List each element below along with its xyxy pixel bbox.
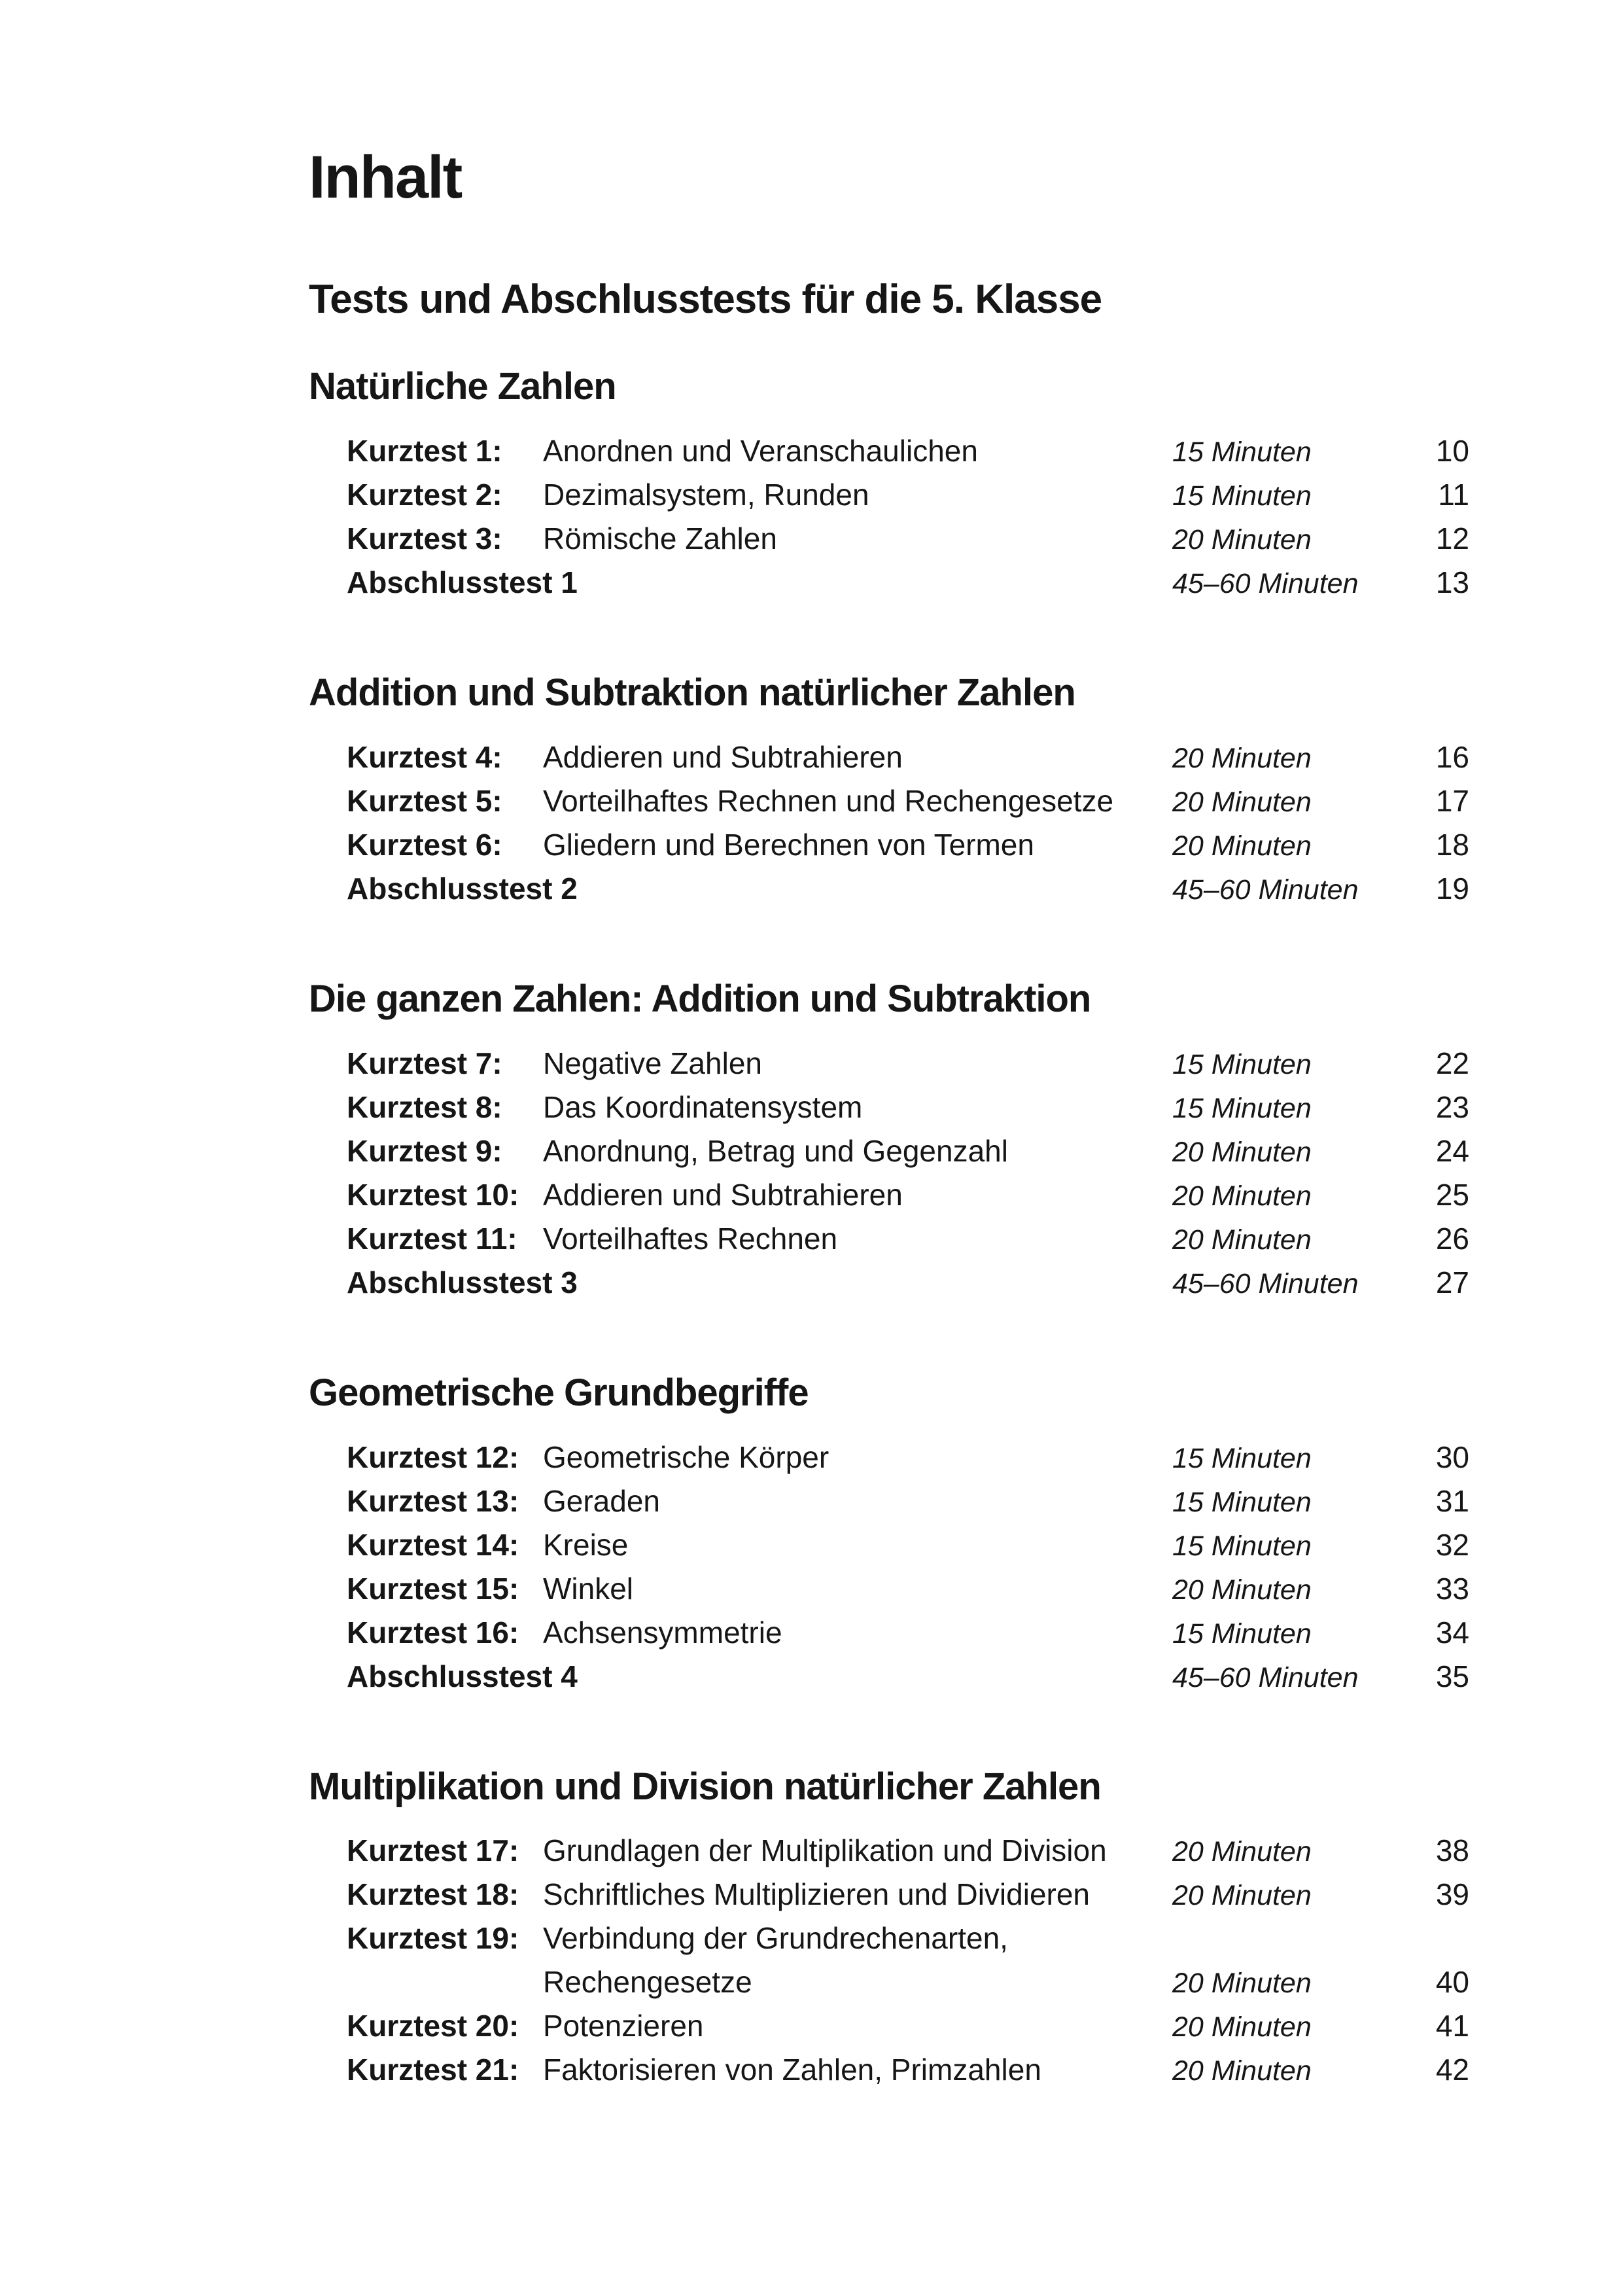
- test-title: Geometrische Körper: [543, 1439, 829, 1474]
- test-duration: 20 Minuten: [1172, 1968, 1312, 2000]
- test-page-number: 17: [1435, 783, 1469, 818]
- toc-row: [347, 1086, 1473, 1129]
- toc-row: [347, 1129, 1473, 1173]
- test-label: Abschlusstest 4: [347, 1659, 578, 1693]
- test-duration: 20 Minuten: [1172, 1136, 1312, 1168]
- test-duration: 20 Minuten: [1172, 742, 1312, 774]
- toc-row: [347, 473, 1473, 517]
- test-page-number: 34: [1435, 1615, 1469, 1650]
- test-label: Kurztest 20:: [347, 2009, 519, 2043]
- test-label: Kurztest 13:: [347, 1483, 519, 1518]
- section-rows: [347, 1436, 1473, 1699]
- test-duration: 45–60 Minuten: [1172, 874, 1359, 906]
- test-page-number: 33: [1435, 1571, 1469, 1606]
- toc-section: [309, 367, 1473, 605]
- toc-row: [347, 735, 1473, 779]
- test-label: Abschlusstest 3: [347, 1265, 578, 1299]
- test-page-number: 39: [1435, 1877, 1469, 1912]
- section-rows: [347, 735, 1473, 911]
- test-page-number: 12: [1435, 521, 1469, 556]
- test-page-number: 11: [1438, 477, 1469, 512]
- test-page-number: 24: [1435, 1133, 1469, 1168]
- test-page-number: 23: [1435, 1089, 1469, 1124]
- test-title: Das Koordinatensystem: [543, 1089, 863, 1124]
- test-label: Kurztest 11:: [347, 1221, 517, 1256]
- test-duration: 15 Minuten: [1172, 1530, 1312, 1562]
- toc-row: [347, 1217, 1473, 1261]
- test-label: Kurztest 19:: [347, 1921, 519, 1956]
- test-label: Kurztest 5:: [347, 783, 502, 818]
- test-page-number: 42: [1435, 2053, 1469, 2087]
- test-label: Kurztest 8:: [347, 1089, 502, 1124]
- test-duration: 20 Minuten: [1172, 1224, 1312, 1256]
- toc-row: [347, 429, 1473, 473]
- test-title: Potenzieren: [543, 2009, 704, 2043]
- toc-row: [347, 1873, 1473, 1916]
- toc-section: [309, 673, 1473, 911]
- test-label: Kurztest 18:: [347, 1877, 519, 1912]
- test-page-number: 13: [1435, 565, 1469, 599]
- test-duration: 20 Minuten: [1172, 523, 1312, 556]
- test-title: Vorteilhaftes Rechnen und Rechengesetze: [543, 783, 1114, 818]
- toc-row: [347, 1523, 1473, 1567]
- test-page-number: 19: [1435, 871, 1469, 906]
- toc-row: [347, 2048, 1473, 2092]
- test-duration: 15 Minuten: [1172, 1486, 1312, 1518]
- test-duration: 20 Minuten: [1172, 1180, 1312, 1212]
- section-rows: [347, 429, 1473, 605]
- test-title: Verbindung der Grundrechenarten,: [543, 1921, 1008, 1956]
- toc-row: [347, 1916, 1473, 1960]
- test-label: Kurztest 4:: [347, 739, 502, 774]
- test-page-number: 32: [1435, 1527, 1469, 1562]
- test-label: Kurztest 9:: [347, 1133, 502, 1168]
- test-title: Schriftliches Multiplizieren und Dividieren: [543, 1877, 1091, 1912]
- test-label: Kurztest 3:: [347, 521, 502, 556]
- test-label: Kurztest 21:: [347, 2053, 519, 2087]
- test-label: Kurztest 12:: [347, 1439, 519, 1474]
- toc-row: [347, 1567, 1473, 1611]
- test-duration: 20 Minuten: [1172, 1574, 1312, 1606]
- doc-subtitle: Tests und Abschlusstests für die 5. Klasse: [309, 277, 1102, 322]
- test-title: Addieren und Subtrahieren: [543, 1177, 903, 1212]
- toc-row: [347, 517, 1473, 561]
- test-duration: 15 Minuten: [1172, 1617, 1312, 1650]
- test-title: Geraden: [543, 1483, 661, 1518]
- test-page-number: 25: [1435, 1177, 1469, 1212]
- section-heading: Multiplikation und Division natürlicher Zahlen: [309, 1765, 1101, 1808]
- test-duration: 20 Minuten: [1172, 2011, 1312, 2043]
- test-page-number: 35: [1435, 1659, 1469, 1693]
- test-label: Kurztest 1:: [347, 433, 502, 468]
- toc-row: [347, 867, 1473, 911]
- toc-row: [347, 1042, 1473, 1086]
- test-page-number: 10: [1435, 433, 1469, 468]
- toc-row: [347, 1436, 1473, 1479]
- toc-section: [309, 977, 1473, 1305]
- sections-container: [309, 367, 1473, 2092]
- test-label: Kurztest 6:: [347, 827, 502, 862]
- toc-section: [309, 1373, 1473, 1699]
- test-label: Kurztest 14:: [347, 1527, 519, 1562]
- test-page-number: 40: [1435, 1965, 1469, 2000]
- test-label: Kurztest 17:: [347, 1833, 519, 1868]
- test-title: Rechengesetze: [543, 1965, 752, 2000]
- test-title: Winkel: [543, 1571, 634, 1606]
- toc-section: [309, 1767, 1473, 2093]
- test-page-number: 27: [1435, 1265, 1469, 1299]
- test-duration: 45–60 Minuten: [1172, 567, 1359, 599]
- test-duration: 15 Minuten: [1172, 480, 1312, 512]
- toc-row: [347, 1655, 1473, 1699]
- toc-row: [347, 561, 1473, 605]
- test-page-number: 26: [1435, 1221, 1469, 1256]
- test-title: Achsensymmetrie: [543, 1615, 782, 1650]
- page-title: Inhalt: [309, 144, 462, 211]
- toc-row: [347, 823, 1473, 867]
- test-title: Anordnen und Veranschaulichen: [543, 433, 978, 468]
- toc-row: [347, 1261, 1473, 1305]
- test-duration: 15 Minuten: [1172, 1092, 1312, 1124]
- toc-row: [347, 1173, 1473, 1217]
- test-page-number: 18: [1435, 827, 1469, 862]
- toc-row: [347, 1829, 1473, 1873]
- toc-row: [347, 1479, 1473, 1523]
- toc-row: [347, 1960, 1473, 2004]
- toc-row: [347, 779, 1473, 823]
- test-label: Abschlusstest 2: [347, 871, 578, 906]
- test-duration: 20 Minuten: [1172, 1836, 1312, 1868]
- section-rows: [347, 1042, 1473, 1305]
- test-label: Kurztest 16:: [347, 1615, 519, 1650]
- section-heading: Geometrische Grundbegriffe: [309, 1371, 809, 1414]
- test-title: Negative Zahlen: [543, 1046, 762, 1080]
- test-title: Römische Zahlen: [543, 521, 777, 556]
- test-page-number: 16: [1435, 739, 1469, 774]
- test-label: Kurztest 7:: [347, 1046, 502, 1080]
- test-duration: 20 Minuten: [1172, 1880, 1312, 1912]
- test-duration: 45–60 Minuten: [1172, 1267, 1359, 1299]
- test-title: Gliedern und Berechnen von Termen: [543, 827, 1034, 862]
- test-title: Dezimalsystem, Runden: [543, 477, 869, 512]
- toc-row: [347, 1611, 1473, 1655]
- test-duration: 45–60 Minuten: [1172, 1661, 1359, 1693]
- test-title: Addieren und Subtrahieren: [543, 739, 903, 774]
- test-label: Abschlusstest 1: [347, 565, 578, 599]
- test-title: Anordnung, Betrag und Gegenzahl: [543, 1133, 1008, 1168]
- test-page-number: 30: [1435, 1439, 1469, 1474]
- test-page-number: 41: [1435, 2009, 1469, 2043]
- test-page-number: 31: [1435, 1483, 1469, 1518]
- section-rows: [347, 1829, 1473, 2092]
- test-duration: 15 Minuten: [1172, 1048, 1312, 1080]
- toc-content: [309, 144, 1473, 2092]
- section-heading: Natürliche Zahlen: [309, 365, 616, 408]
- test-duration: 20 Minuten: [1172, 830, 1312, 862]
- test-title: Grundlagen der Multiplikation und Division: [543, 1833, 1107, 1868]
- test-duration: 15 Minuten: [1172, 436, 1312, 468]
- test-title: Vorteilhaftes Rechnen: [543, 1221, 838, 1256]
- test-duration: 20 Minuten: [1172, 2055, 1312, 2087]
- toc-row: [347, 2004, 1473, 2048]
- test-page-number: 38: [1435, 1833, 1469, 1868]
- test-label: Kurztest 10:: [347, 1177, 519, 1212]
- test-label: Kurztest 15:: [347, 1571, 519, 1606]
- test-duration: 20 Minuten: [1172, 786, 1312, 818]
- test-page-number: 22: [1435, 1046, 1469, 1080]
- test-title: Kreise: [543, 1527, 629, 1562]
- section-heading: Addition und Subtraktion natürlicher Zahlen: [309, 671, 1075, 714]
- section-heading: Die ganzen Zahlen: Addition und Subtraktion: [309, 977, 1091, 1020]
- test-duration: 15 Minuten: [1172, 1442, 1312, 1474]
- test-label: Kurztest 2:: [347, 477, 502, 512]
- test-title: Faktorisieren von Zahlen, Primzahlen: [543, 2053, 1041, 2087]
